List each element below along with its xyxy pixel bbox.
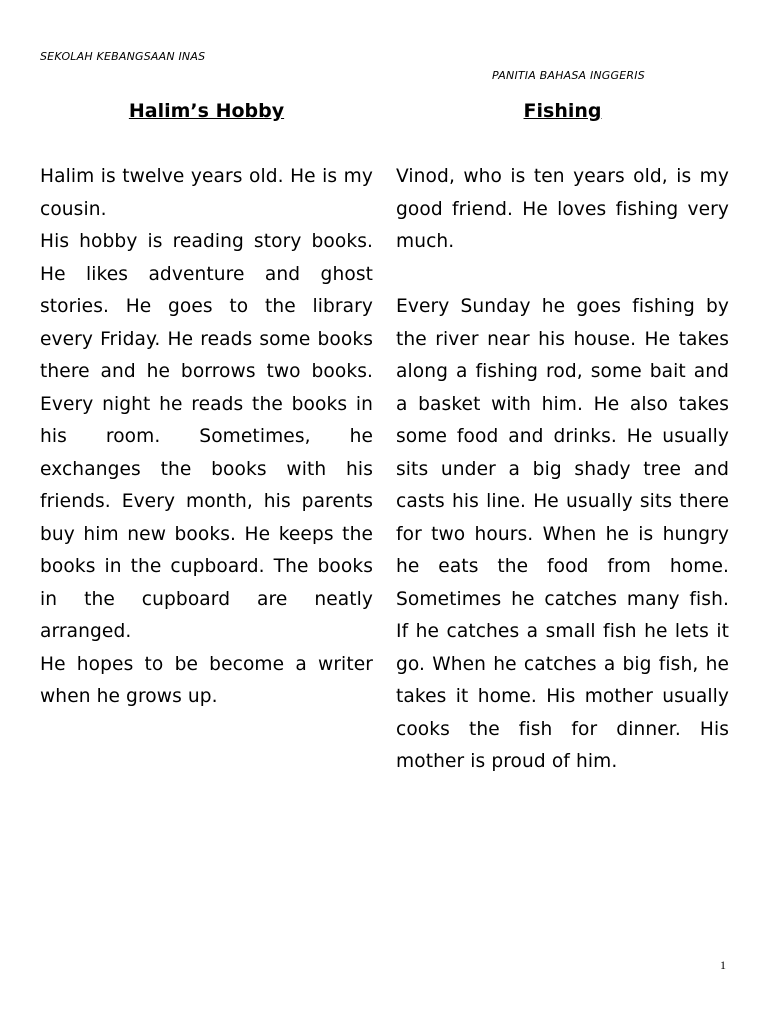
right-story-title: Fishing [523, 100, 602, 122]
left-story-paragraph-1: Halim is twelve years old. He is my cousin. [40, 166, 373, 220]
panel-name: PANITIA BAHASA INGGERIS [492, 69, 645, 82]
right-story-paragraph-2: Every Sunday he goes fishing by the river near his house. He takes along a fishing rod, some bait and a basket with him. He also takes some food and drinks. He usually sits under a big shady tree and casts his line. He usually sits there for two hours. When he is hungry he eats the food from home. Sometimes he catches many fish. If he catches a small fish he lets it go. When he catches a big fish, he takes it home. His mother usually cooks the fish for dinner. His mother is proud of him. [396, 296, 729, 772]
paragraph-spacer [396, 259, 729, 292]
left-story-column [40, 97, 373, 714]
school-name: SEKOLAH KEBANGSAAN INAS [40, 50, 206, 63]
right-story-column [396, 97, 729, 779]
left-story-paragraph-3: He hopes to be become a writer when he grows up. [40, 653, 373, 707]
right-story-paragraph-1: Vinod, who is ten years old, is my good friend. He loves fishing very much. [396, 166, 729, 252]
left-story-body [40, 161, 373, 714]
left-story-title: Halim’s Hobby [128, 100, 285, 122]
right-story-body [396, 161, 729, 779]
page-number: 1 [720, 958, 726, 972]
left-story-paragraph-2: His hobby is reading story books. He likes adventure and ghost stories. He goes to the library every Friday. He reads some books there and he borrows two books. Every night he reads the books in his room. Sometimes, he exchanges the books with his friends. Every month, his parents buy him new books. He keeps the books in the cupboard. The books in the cupboard are neatly arranged. [40, 231, 373, 642]
